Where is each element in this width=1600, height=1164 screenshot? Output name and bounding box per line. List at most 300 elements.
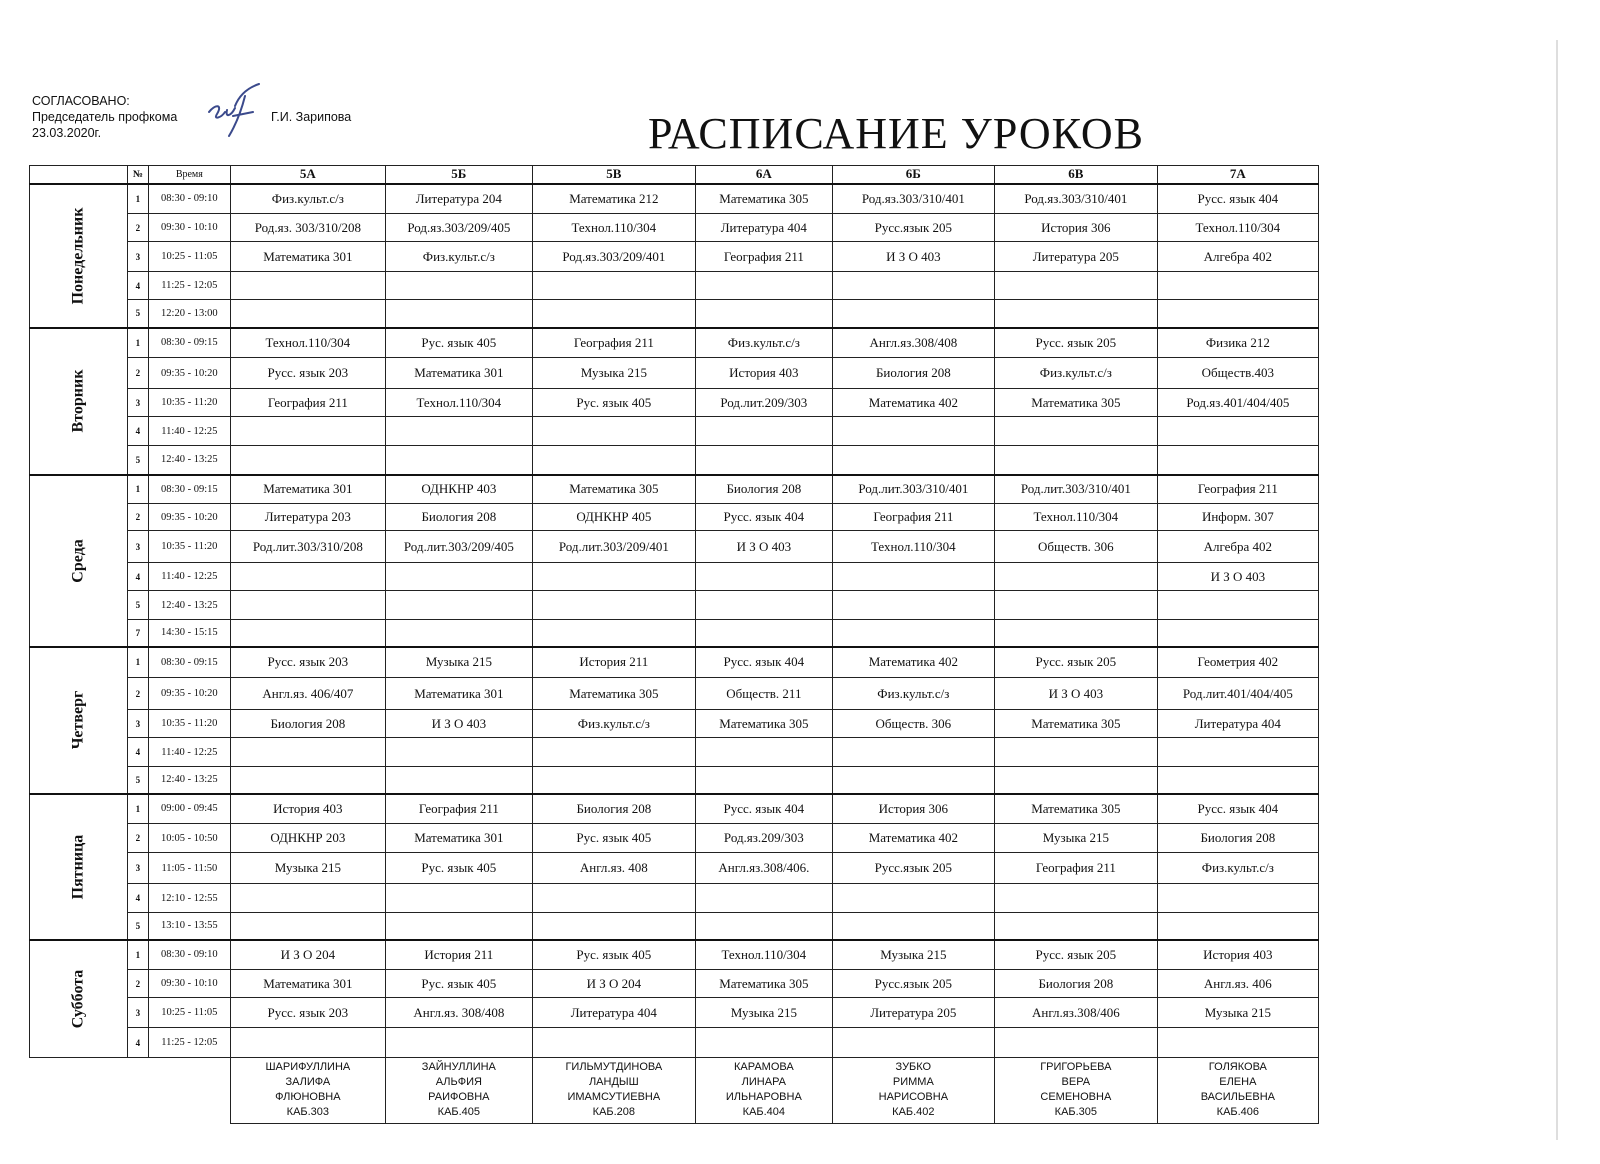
- lesson-cell: Алгебра 402: [1157, 242, 1318, 272]
- approval-label: СОГЛАСОВАНО:: [32, 94, 130, 108]
- lesson-time: 09:30 - 10:10: [148, 214, 230, 242]
- lesson-cell: Род.лит.401/404/405: [1157, 678, 1318, 710]
- lesson-cell: [695, 913, 832, 940]
- table-row: [30, 328, 1319, 358]
- lesson-cell: [230, 300, 385, 328]
- teacher-name-line: ИЛЬНАРОВНА: [725, 1091, 802, 1103]
- lesson-cell: Обществ. 211: [695, 678, 832, 710]
- header-class-7a: 7А: [1157, 166, 1318, 184]
- lesson-number: 2: [127, 824, 148, 853]
- lesson-cell: [832, 300, 994, 328]
- teacher-room: КАБ.404: [742, 1106, 786, 1118]
- lesson-cell: [1157, 300, 1318, 328]
- lesson-cell: [1157, 913, 1318, 940]
- teacher-name-line: РИММА: [892, 1076, 934, 1088]
- lesson-number: 5: [127, 591, 148, 620]
- lesson-cell: [1157, 591, 1318, 620]
- lesson-cell: [532, 300, 695, 328]
- lesson-number: 1: [127, 940, 148, 970]
- table-row: [30, 563, 1319, 591]
- lesson-cell: География 211: [994, 853, 1157, 884]
- schedule-table: [29, 165, 1319, 1124]
- lesson-cell: [1157, 620, 1318, 647]
- lesson-cell: [994, 884, 1157, 913]
- lesson-number: 2: [127, 504, 148, 531]
- table-row: [30, 970, 1319, 998]
- lesson-cell: [832, 767, 994, 794]
- lesson-cell: [695, 738, 832, 767]
- teacher-row: [30, 1058, 1319, 1124]
- lesson-cell: [832, 563, 994, 591]
- table-row: [30, 591, 1319, 620]
- lesson-cell: Математика 402: [832, 824, 994, 853]
- teacher-name-line: СЕМЕНОВНА: [1040, 1091, 1112, 1103]
- lesson-cell: Математика 402: [832, 389, 994, 417]
- lesson-cell: Литература 204: [385, 184, 532, 214]
- lesson-number: 5: [127, 300, 148, 328]
- header-class-6a: 6А: [695, 166, 832, 184]
- lesson-cell: Математика 305: [994, 389, 1157, 417]
- lesson-time: 08:30 - 09:15: [148, 475, 230, 504]
- header-time: Время: [148, 166, 230, 184]
- lesson-cell: [994, 417, 1157, 446]
- lesson-cell: Русс. язык 404: [695, 504, 832, 531]
- lesson-cell: [832, 620, 994, 647]
- lesson-cell: [230, 272, 385, 300]
- lesson-cell: [385, 591, 532, 620]
- lesson-cell: [994, 300, 1157, 328]
- lesson-cell: Технол.110/304: [994, 504, 1157, 531]
- lesson-cell: География 211: [1157, 475, 1318, 504]
- lesson-cell: [1157, 446, 1318, 475]
- lesson-cell: История 211: [532, 647, 695, 678]
- teacher-cell: [1157, 1058, 1318, 1124]
- header-class-6v: 6В: [994, 166, 1157, 184]
- lesson-time: 10:35 - 11:20: [148, 389, 230, 417]
- lesson-cell: [695, 767, 832, 794]
- lesson-cell: История 403: [1157, 940, 1318, 970]
- lesson-cell: История 403: [230, 794, 385, 824]
- lesson-cell: Физ.культ.с/з: [385, 242, 532, 272]
- lesson-cell: Физ.культ.с/з: [994, 358, 1157, 389]
- lesson-number: 1: [127, 184, 148, 214]
- lesson-cell: [1157, 272, 1318, 300]
- lesson-cell: Литература 404: [532, 998, 695, 1028]
- lesson-time: 08:30 - 09:15: [148, 647, 230, 678]
- day-label: [30, 940, 128, 1058]
- approval-name: Г.И. Зарипова: [271, 110, 352, 124]
- lesson-cell: [230, 1028, 385, 1058]
- lesson-cell: [385, 446, 532, 475]
- lesson-cell: Математика 301: [230, 970, 385, 998]
- lesson-cell: Технол.110/304: [695, 940, 832, 970]
- lesson-time: 09:35 - 10:20: [148, 504, 230, 531]
- lesson-cell: Биология 208: [230, 710, 385, 738]
- day-label: [30, 184, 128, 328]
- lesson-number: 2: [127, 970, 148, 998]
- lesson-cell: Литература 205: [832, 998, 994, 1028]
- lesson-cell: [230, 913, 385, 940]
- lesson-cell: Музыка 215: [385, 647, 532, 678]
- lesson-time: 11:40 - 12:25: [148, 417, 230, 446]
- lesson-number: 3: [127, 389, 148, 417]
- table-row: [30, 884, 1319, 913]
- lesson-cell: [695, 300, 832, 328]
- table-row: [30, 853, 1319, 884]
- lesson-time: 13:10 - 13:55: [148, 913, 230, 940]
- lesson-time: 08:30 - 09:10: [148, 184, 230, 214]
- table-row: [30, 998, 1319, 1028]
- teacher-cell: [832, 1058, 994, 1124]
- lesson-cell: Обществ. 306: [994, 531, 1157, 563]
- lesson-cell: Род.лит.303/310/401: [832, 475, 994, 504]
- day-label-text: Пятница: [69, 834, 87, 899]
- lesson-time: 11:05 - 11:50: [148, 853, 230, 884]
- lesson-cell: Литература 203: [230, 504, 385, 531]
- lesson-cell: [385, 417, 532, 446]
- lesson-time: 10:35 - 11:20: [148, 531, 230, 563]
- lesson-cell: Алгебра 402: [1157, 531, 1318, 563]
- lesson-cell: И З О 403: [832, 242, 994, 272]
- teacher-room: КАБ.405: [437, 1106, 481, 1118]
- teacher-name-line: НАРИСОВНА: [878, 1091, 949, 1103]
- teacher-name-line: ГИЛЬМУТДИНОВА: [565, 1061, 663, 1073]
- lesson-number: 3: [127, 710, 148, 738]
- lesson-cell: Англ.яз. 408: [532, 853, 695, 884]
- lesson-cell: Физика 212: [1157, 328, 1318, 358]
- lesson-cell: [385, 767, 532, 794]
- lesson-cell: Русс.язык 205: [832, 214, 994, 242]
- lesson-cell: Физ.культ.с/з: [695, 328, 832, 358]
- header-class-5a: 5А: [230, 166, 385, 184]
- lesson-cell: Род.яз.401/404/405: [1157, 389, 1318, 417]
- table-row: [30, 358, 1319, 389]
- lesson-cell: Род.лит.303/310/401: [994, 475, 1157, 504]
- teacher-name-line: ШАРИФУЛЛИНА: [265, 1061, 351, 1073]
- lesson-cell: Род.яз.303/209/405: [385, 214, 532, 242]
- lesson-cell: [695, 272, 832, 300]
- lesson-cell: [832, 446, 994, 475]
- lesson-cell: [994, 563, 1157, 591]
- lesson-cell: Рус. язык 405: [385, 328, 532, 358]
- lesson-time: 14:30 - 15:15: [148, 620, 230, 647]
- table-row: [30, 475, 1319, 504]
- table-row: [30, 913, 1319, 940]
- lesson-cell: Русс. язык 404: [695, 647, 832, 678]
- lesson-cell: [994, 1028, 1157, 1058]
- teacher-name-line: ЕЛЕНА: [1219, 1076, 1257, 1088]
- day-label-text: Среда: [69, 538, 87, 583]
- lesson-time: 12:40 - 13:25: [148, 767, 230, 794]
- lesson-cell: Математика 301: [385, 824, 532, 853]
- teacher-cell: [695, 1058, 832, 1124]
- lesson-cell: [832, 591, 994, 620]
- teacher-name-line: ВАСИЛЬЕВНА: [1200, 1091, 1275, 1103]
- lesson-cell: Математика 305: [695, 710, 832, 738]
- lesson-cell: Литература 404: [1157, 710, 1318, 738]
- signature-icon: [205, 82, 265, 138]
- teacher-name-line: ЗАЙНУЛЛИНА: [421, 1061, 496, 1073]
- lesson-cell: ОДНКНР 203: [230, 824, 385, 853]
- lesson-cell: Литература 205: [994, 242, 1157, 272]
- table-row: [30, 446, 1319, 475]
- lesson-cell: [230, 884, 385, 913]
- lesson-cell: [230, 563, 385, 591]
- lesson-cell: Физ.культ.с/з: [832, 678, 994, 710]
- table-row: [30, 620, 1319, 647]
- lesson-cell: Рус. язык 405: [385, 853, 532, 884]
- lesson-cell: Род.яз.303/310/401: [994, 184, 1157, 214]
- lesson-cell: Литература 404: [695, 214, 832, 242]
- lesson-cell: [832, 738, 994, 767]
- schedule-body: [30, 166, 1319, 1124]
- lesson-time: 09:30 - 10:10: [148, 970, 230, 998]
- table-row: [30, 738, 1319, 767]
- lesson-cell: История 211: [385, 940, 532, 970]
- lesson-cell: [994, 767, 1157, 794]
- lesson-cell: [230, 417, 385, 446]
- table-row: [30, 1028, 1319, 1058]
- teacher-name-line: КАРАМОВА: [733, 1061, 794, 1073]
- lesson-time: 08:30 - 09:15: [148, 328, 230, 358]
- lesson-cell: Род.лит.303/209/401: [532, 531, 695, 563]
- teacher-name-line: ЛИНАРА: [741, 1076, 787, 1088]
- table-row: [30, 710, 1319, 738]
- day-label: [30, 794, 128, 940]
- lesson-cell: [230, 738, 385, 767]
- lesson-cell: [385, 738, 532, 767]
- teacher-name-line: ВЕРА: [1061, 1076, 1091, 1088]
- lesson-cell: [832, 913, 994, 940]
- approval-position: Председатель профкома: [32, 110, 178, 124]
- lesson-time: 12:10 - 12:55: [148, 884, 230, 913]
- table-row: [30, 300, 1319, 328]
- lesson-cell: Русс. язык 205: [994, 940, 1157, 970]
- lesson-cell: [832, 272, 994, 300]
- lesson-cell: Англ.яз. 406/407: [230, 678, 385, 710]
- lesson-cell: Технол.110/304: [532, 214, 695, 242]
- lesson-time: 10:05 - 10:50: [148, 824, 230, 853]
- table-row: [30, 214, 1319, 242]
- lesson-cell: Русс. язык 203: [230, 998, 385, 1028]
- lesson-cell: Музыка 215: [832, 940, 994, 970]
- lesson-time: 12:40 - 13:25: [148, 446, 230, 475]
- lesson-number: 4: [127, 272, 148, 300]
- lesson-cell: Математика 305: [532, 475, 695, 504]
- lesson-cell: Биология 208: [695, 475, 832, 504]
- lesson-time: 10:35 - 11:20: [148, 710, 230, 738]
- lesson-cell: Математика 301: [230, 242, 385, 272]
- table-row: [30, 647, 1319, 678]
- teacher-name-line: ИМАМСУТИЕВНА: [567, 1091, 661, 1103]
- day-label-text: Четверг: [69, 690, 87, 750]
- lesson-cell: Геометрия 402: [1157, 647, 1318, 678]
- lesson-cell: Русс. язык 205: [994, 647, 1157, 678]
- header-row: [30, 166, 1319, 184]
- lesson-cell: География 211: [532, 328, 695, 358]
- lesson-cell: Биология 208: [532, 794, 695, 824]
- lesson-cell: И З О 403: [695, 531, 832, 563]
- lesson-cell: Математика 212: [532, 184, 695, 214]
- lesson-cell: Математика 305: [695, 970, 832, 998]
- lesson-cell: Род.яз. 303/310/208: [230, 214, 385, 242]
- teacher-cell: [385, 1058, 532, 1124]
- lesson-cell: [532, 884, 695, 913]
- lesson-cell: Рус. язык 405: [532, 389, 695, 417]
- lesson-cell: [695, 563, 832, 591]
- lesson-cell: Обществ. 306: [832, 710, 994, 738]
- lesson-cell: [532, 417, 695, 446]
- table-row: [30, 417, 1319, 446]
- lesson-cell: [695, 884, 832, 913]
- lesson-cell: [385, 563, 532, 591]
- lesson-cell: [1157, 417, 1318, 446]
- lesson-number: 5: [127, 913, 148, 940]
- lesson-number: 3: [127, 531, 148, 563]
- table-row: [30, 531, 1319, 563]
- lesson-cell: [832, 1028, 994, 1058]
- table-row: [30, 242, 1319, 272]
- teacher-name-line: ФЛЮНОВНА: [275, 1091, 341, 1103]
- table-row: [30, 184, 1319, 214]
- lesson-cell: [994, 446, 1157, 475]
- lesson-cell: Технол.110/304: [1157, 214, 1318, 242]
- lesson-cell: Англ.яз. 406: [1157, 970, 1318, 998]
- lesson-cell: [1157, 1028, 1318, 1058]
- lesson-cell: География 211: [385, 794, 532, 824]
- lesson-cell: Биология 208: [1157, 824, 1318, 853]
- lesson-cell: [832, 884, 994, 913]
- lesson-time: 09:35 - 10:20: [148, 678, 230, 710]
- lesson-cell: Род.яз.209/303: [695, 824, 832, 853]
- lesson-cell: [695, 446, 832, 475]
- lesson-cell: И З О 204: [230, 940, 385, 970]
- day-label: [30, 475, 128, 647]
- lesson-cell: История 403: [695, 358, 832, 389]
- day-label-text: Вторник: [69, 369, 87, 433]
- approval-date: 23.03.2020г.: [32, 126, 102, 140]
- lesson-cell: Математика 305: [994, 794, 1157, 824]
- lesson-number: 3: [127, 242, 148, 272]
- lesson-number: 7: [127, 620, 148, 647]
- lesson-cell: Обществ.403: [1157, 358, 1318, 389]
- day-label-text: Суббота: [69, 969, 87, 1029]
- lesson-cell: [1157, 767, 1318, 794]
- lesson-number: 1: [127, 475, 148, 504]
- lesson-time: 10:25 - 11:05: [148, 242, 230, 272]
- lesson-number: 1: [127, 794, 148, 824]
- lesson-cell: ОДНКНР 405: [532, 504, 695, 531]
- lesson-cell: Физ.культ.с/з: [532, 710, 695, 738]
- approval-block: [32, 93, 352, 141]
- lesson-cell: Математика 402: [832, 647, 994, 678]
- lesson-time: 12:20 - 13:00: [148, 300, 230, 328]
- lesson-time: 11:40 - 12:25: [148, 563, 230, 591]
- table-row: [30, 678, 1319, 710]
- lesson-cell: Музыка 215: [994, 824, 1157, 853]
- day-label: [30, 647, 128, 794]
- lesson-cell: Музыка 215: [230, 853, 385, 884]
- lesson-cell: Математика 305: [994, 710, 1157, 738]
- lesson-cell: Русс. язык 203: [230, 358, 385, 389]
- lesson-cell: [695, 1028, 832, 1058]
- teacher-row-spacer: [30, 1058, 231, 1124]
- lesson-cell: [230, 591, 385, 620]
- lesson-cell: Математика 301: [385, 358, 532, 389]
- lesson-cell: [832, 417, 994, 446]
- lesson-cell: Математика 305: [532, 678, 695, 710]
- lesson-cell: Биология 208: [832, 358, 994, 389]
- lesson-cell: Русс. язык 404: [1157, 184, 1318, 214]
- teacher-name-line: АЛЬФИЯ: [435, 1076, 482, 1088]
- lesson-cell: [1157, 738, 1318, 767]
- lesson-cell: [385, 620, 532, 647]
- lesson-cell: [532, 272, 695, 300]
- lesson-cell: Физ.культ.с/з: [1157, 853, 1318, 884]
- header-class-5b: 5Б: [385, 166, 532, 184]
- lesson-cell: [385, 272, 532, 300]
- lesson-cell: Русс. язык 404: [1157, 794, 1318, 824]
- teacher-cell: [230, 1058, 385, 1124]
- lesson-cell: И З О 403: [994, 678, 1157, 710]
- lesson-cell: Русс. язык 205: [994, 328, 1157, 358]
- lesson-time: 11:25 - 12:05: [148, 1028, 230, 1058]
- teacher-name-line: ЗАЛИФА: [285, 1076, 331, 1088]
- lesson-cell: [230, 446, 385, 475]
- lesson-number: 4: [127, 738, 148, 767]
- lesson-cell: Род.лит.209/303: [695, 389, 832, 417]
- header-class-6b: 6Б: [832, 166, 994, 184]
- teacher-room: КАБ.208: [592, 1106, 636, 1118]
- teacher-cell: [994, 1058, 1157, 1124]
- lesson-cell: [994, 738, 1157, 767]
- lesson-cell: [1157, 884, 1318, 913]
- lesson-cell: Русс.язык 205: [832, 970, 994, 998]
- lesson-cell: И З О 204: [532, 970, 695, 998]
- lesson-number: 2: [127, 678, 148, 710]
- lesson-cell: [532, 1028, 695, 1058]
- lesson-cell: География 211: [230, 389, 385, 417]
- lesson-cell: Технол.110/304: [385, 389, 532, 417]
- lesson-cell: [385, 884, 532, 913]
- lesson-number: 5: [127, 767, 148, 794]
- lesson-cell: [994, 272, 1157, 300]
- lesson-cell: Математика 301: [385, 678, 532, 710]
- lesson-number: 2: [127, 214, 148, 242]
- teacher-name-line: ГРИГОРЬЕВА: [1040, 1061, 1112, 1073]
- teacher-room: КАБ.305: [1054, 1106, 1098, 1118]
- lesson-number: 3: [127, 998, 148, 1028]
- teacher-name-line: ГОЛЯКОВА: [1208, 1061, 1267, 1073]
- lesson-cell: [230, 767, 385, 794]
- lesson-cell: [532, 913, 695, 940]
- lesson-cell: Русс.язык 205: [832, 853, 994, 884]
- lesson-cell: Англ.яз.308/408: [832, 328, 994, 358]
- lesson-number: 4: [127, 563, 148, 591]
- lesson-time: 11:25 - 12:05: [148, 272, 230, 300]
- header-class-5v: 5В: [532, 166, 695, 184]
- lesson-cell: Музыка 215: [532, 358, 695, 389]
- lesson-cell: [994, 620, 1157, 647]
- lesson-cell: Англ.яз.308/406.: [695, 853, 832, 884]
- lesson-number: 5: [127, 446, 148, 475]
- lesson-cell: Англ.яз. 308/408: [385, 998, 532, 1028]
- teacher-name-line: ЛАНДЫШ: [588, 1076, 639, 1088]
- lesson-cell: Математика 305: [695, 184, 832, 214]
- lesson-cell: Биология 208: [385, 504, 532, 531]
- table-row: [30, 272, 1319, 300]
- lesson-cell: История 306: [994, 214, 1157, 242]
